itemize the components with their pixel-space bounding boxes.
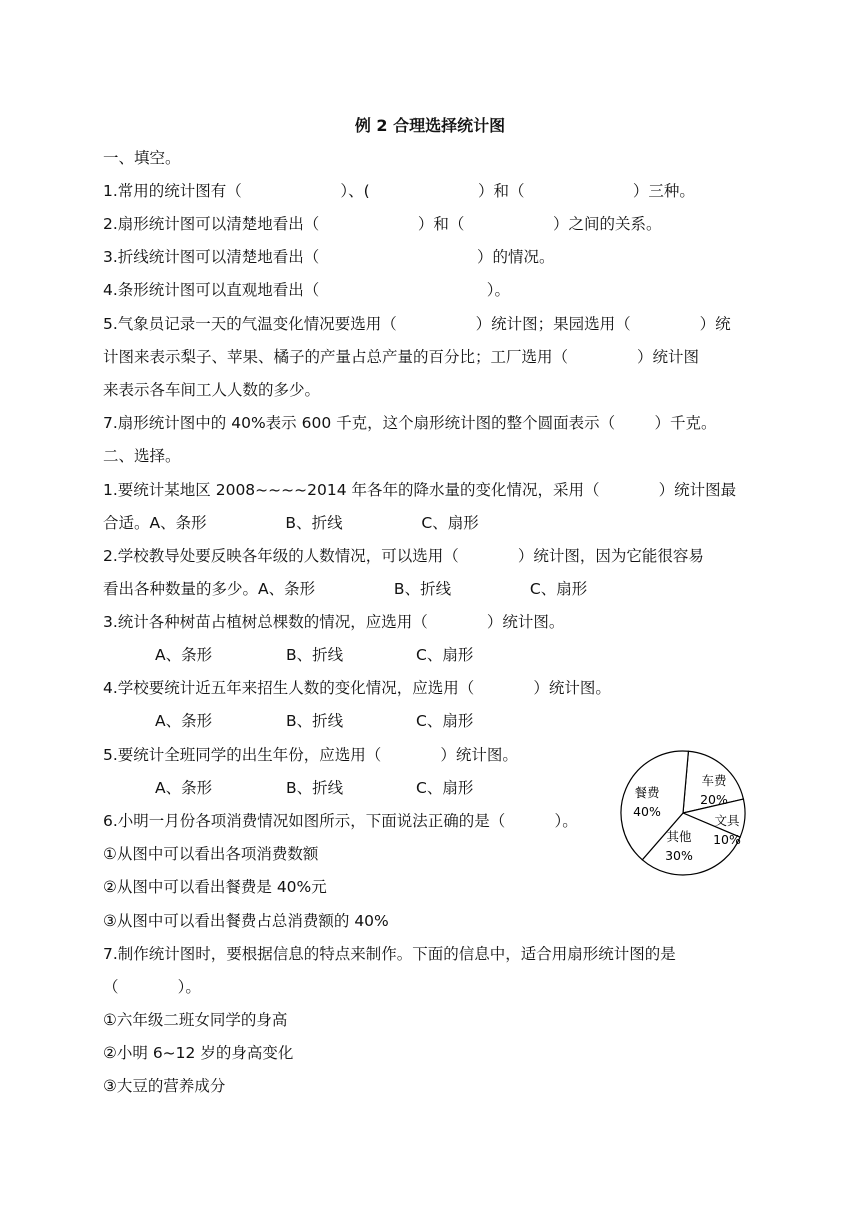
pie-value-文具: 10%: [713, 832, 741, 847]
choice-q5-option-b: B、折线: [286, 779, 344, 797]
fill-q4: 4.条形统计图可以直观地看出（ ）。: [103, 281, 511, 299]
pie-label-餐费: 餐费: [634, 785, 660, 800]
choice-q4-option-c: C、扇形: [416, 712, 474, 730]
choice-q5-option-c: C、扇形: [416, 779, 474, 797]
choice-q5-option-a: A、条形: [155, 779, 213, 797]
choice-q7-option-2: ②小明 6~12 岁的身高变化: [103, 1044, 294, 1062]
choice-q6-statement-3: ③从图中可以看出餐费占总消费额的 40%: [103, 912, 389, 930]
choice-q2-line2: 看出各种数量的多少。A、条形 B、折线 C、扇形: [103, 580, 588, 598]
choice-q3-option-c: C、扇形: [416, 646, 474, 664]
fill-q5-line2: 计图来表示梨子、苹果、橘子的产量占总产量的百分比；工厂选用（ ）统计图: [103, 348, 699, 366]
fill-q7: 7.扇形统计图中的 40%表示 600 千克，这个扇形统计图的整个圆面表示（ ）千克。: [103, 414, 717, 432]
choice-q7-line1: 7.制作统计图时，要根据信息的特点来制作。下面的信息中，适合用扇形统计图的是: [103, 945, 676, 963]
choice-q5: 5.要统计全班同学的出生年份，应选用（ ）统计图。: [103, 746, 518, 764]
choice-q6-statement-1: ①从图中可以看出各项消费数额: [103, 845, 319, 863]
pie-value-车费: 20%: [700, 792, 728, 807]
choice-q1-line1: 1.要统计某地区 2008~~~~2014 年各年的降水量的变化情况，采用（ ）统计图最: [103, 481, 737, 499]
choice-q6: 6.小明一月份各项消费情况如图所示，下面说法正确的是（ ）。: [103, 812, 578, 830]
choice-q6-statement-2: ②从图中可以看出餐费是 40%元: [103, 878, 327, 896]
fill-q1: 1.常用的统计图有（ ）、( ）和（ ）三种。: [103, 182, 695, 200]
pie-value-餐费: 40%: [633, 804, 661, 819]
choice-q4: 4.学校要统计近五年来招生人数的变化情况，应选用（ ）统计图。: [103, 679, 611, 697]
choice-q3-option-a: A、条形: [155, 646, 213, 664]
choice-q3: 3.统计各种树苗占植树总棵数的情况，应选用（ ）统计图。: [103, 613, 565, 631]
choice-q3-option-b: B、折线: [286, 646, 344, 664]
pie-label-其他: 其他: [666, 829, 692, 844]
choice-q2-line1: 2.学校教导处要反映各年级的人数情况，可以选用（ ）统计图，因为它能很容易: [103, 547, 704, 565]
worksheet-title: 例 2 合理选择统计图: [354, 116, 506, 135]
section-2-heading: 二、选择。: [103, 447, 181, 465]
fill-q5-line3: 来表示各车间工人人数的多少。: [103, 381, 321, 399]
pie-label-车费: 车费: [701, 773, 727, 788]
choice-q4-option-b: B、折线: [286, 712, 344, 730]
choice-q4-option-a: A、条形: [155, 712, 213, 730]
fill-q3: 3.折线统计图可以清楚地看出（ ）的情况。: [103, 248, 555, 266]
pie-value-其他: 30%: [665, 848, 693, 863]
fill-q2: 2.扇形统计图可以清楚地看出（ ）和（ ）之间的关系。: [103, 215, 662, 233]
expense-pie-chart: [606, 736, 766, 896]
choice-q7-option-3: ③大豆的营养成分: [103, 1077, 226, 1095]
choice-q7-option-1: ①六年级二班女同学的身高: [103, 1011, 288, 1029]
fill-q5-line1: 5.气象员记录一天的气温变化情况要选用（ ）统计图；果园选用（ ）统: [103, 315, 731, 333]
pie-label-文具: 文具: [714, 813, 740, 828]
choice-q7-line2: （ ）。: [103, 978, 201, 996]
section-1-heading: 一、填空。: [103, 149, 181, 167]
choice-q1-line2: 合适。A、条形 B、折线 C、扇形: [103, 514, 479, 532]
